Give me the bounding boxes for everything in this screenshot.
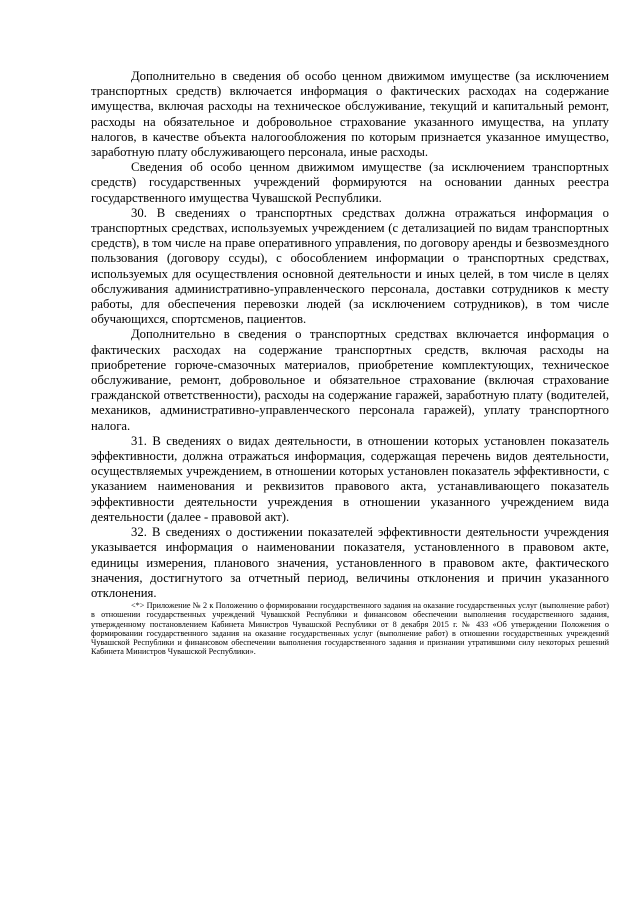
footnote: <*> Приложение № 2 к Положению о формировании государственного задания на оказание государственных услуг (выполнение работ) в отношении государственных учреждений Чувашской Республики и финансовом обеспечении выполнения государственного задания, утвержденному постановлением Кабинета Министров Чувашской Республики от 8 декабря 2015 г. № 433 «Об утверждении Положения о формировании государственного задания на оказание государственных услуг (выполнение работ) в отношении государственных учреждений Чувашской Республики и финансовом обеспечении выполнения государственного задания и признании утратившими силу некоторых решений Кабинета Министров Чувашской Республики». — [91, 601, 609, 657]
paragraph-31-activity-types: 31. В сведениях о видах деятельности, в отношении которых установлен показатель эффективности, должна отражаться информация, содержащая перечень видов деятельности, осуществляемых учреждением, в отношении которых установлен показатель эффективности, с указанием наименования и реквизитов правового акта, устанавливающего показатель эффективности деятельности учреждения в отношении указанного учреждением вида деятельности (далее - правовой акт). — [91, 433, 609, 524]
paragraph-32-performance-indicators: 32. В сведениях о достижении показателей эффективности деятельности учреждения указывается информация о наименовании показателя, установленного в правовом акте, единицы измерения, планового значения, установленного в правовом акте, фактического значения, достигнутого за отчетный период, величины отклонения и причин указанного отклонения. — [91, 525, 609, 600]
document-page — [91, 69, 609, 656]
paragraph-especially-valuable-property-registry: Сведения об особо ценном движимом имуществе (за исключением транспортных средств) государственных учреждений формируются на основании данных реестра государственного имущества Чувашской Республики. — [91, 160, 609, 205]
paragraph-vehicles-expenses: Дополнительно в сведения о транспортных средствах включается информация о фактических расходах на содержание транспортных средств, включая расходы на приобретение горюче-смазочных материалов, приобретение комплектующих, техническое обслуживание, ремонт, добровольное и обязательное страхование (включая страхование гражданской ответственности), расходы на содержание гаражей, заработную плату (водителей, механиков, административно-управленческого персонала гаражей), уплату транспортного налога. — [91, 327, 609, 433]
paragraph-especially-valuable-property-expenses: Дополнительно в сведения об особо ценном движимом имуществе (за исключением транспортных средств) включается информация о фактических расходах на содержание имущества, включая расходы на техническое обслуживание, текущий и капитальный ремонт, расходы на обязательное и добровольное страхование указанного имущества, на уплату налогов, в качестве объекта налогообложения по которым признается указанное имущество, заработную плату обслуживающего персонала, иные расходы. — [91, 69, 609, 160]
paragraph-30-vehicles: 30. В сведениях о транспортных средствах должна отражаться информация о транспортных средствах, используемых учреждением (с детализацией по видам транспортных средств), в том числе на праве оперативного управления, по договору аренды и безвозмездного пользования (договору ссуды), с обособлением информации о транспортных средствах, используемых для осуществления основной деятельности и иных целей, в том числе в целях обслуживания административно-управленческого персонала, доставки сотрудников к месту работы, для обеспечения перевозки людей (за исключением сотрудников), в том числе обучающихся, спортсменов, пациентов. — [91, 205, 609, 327]
